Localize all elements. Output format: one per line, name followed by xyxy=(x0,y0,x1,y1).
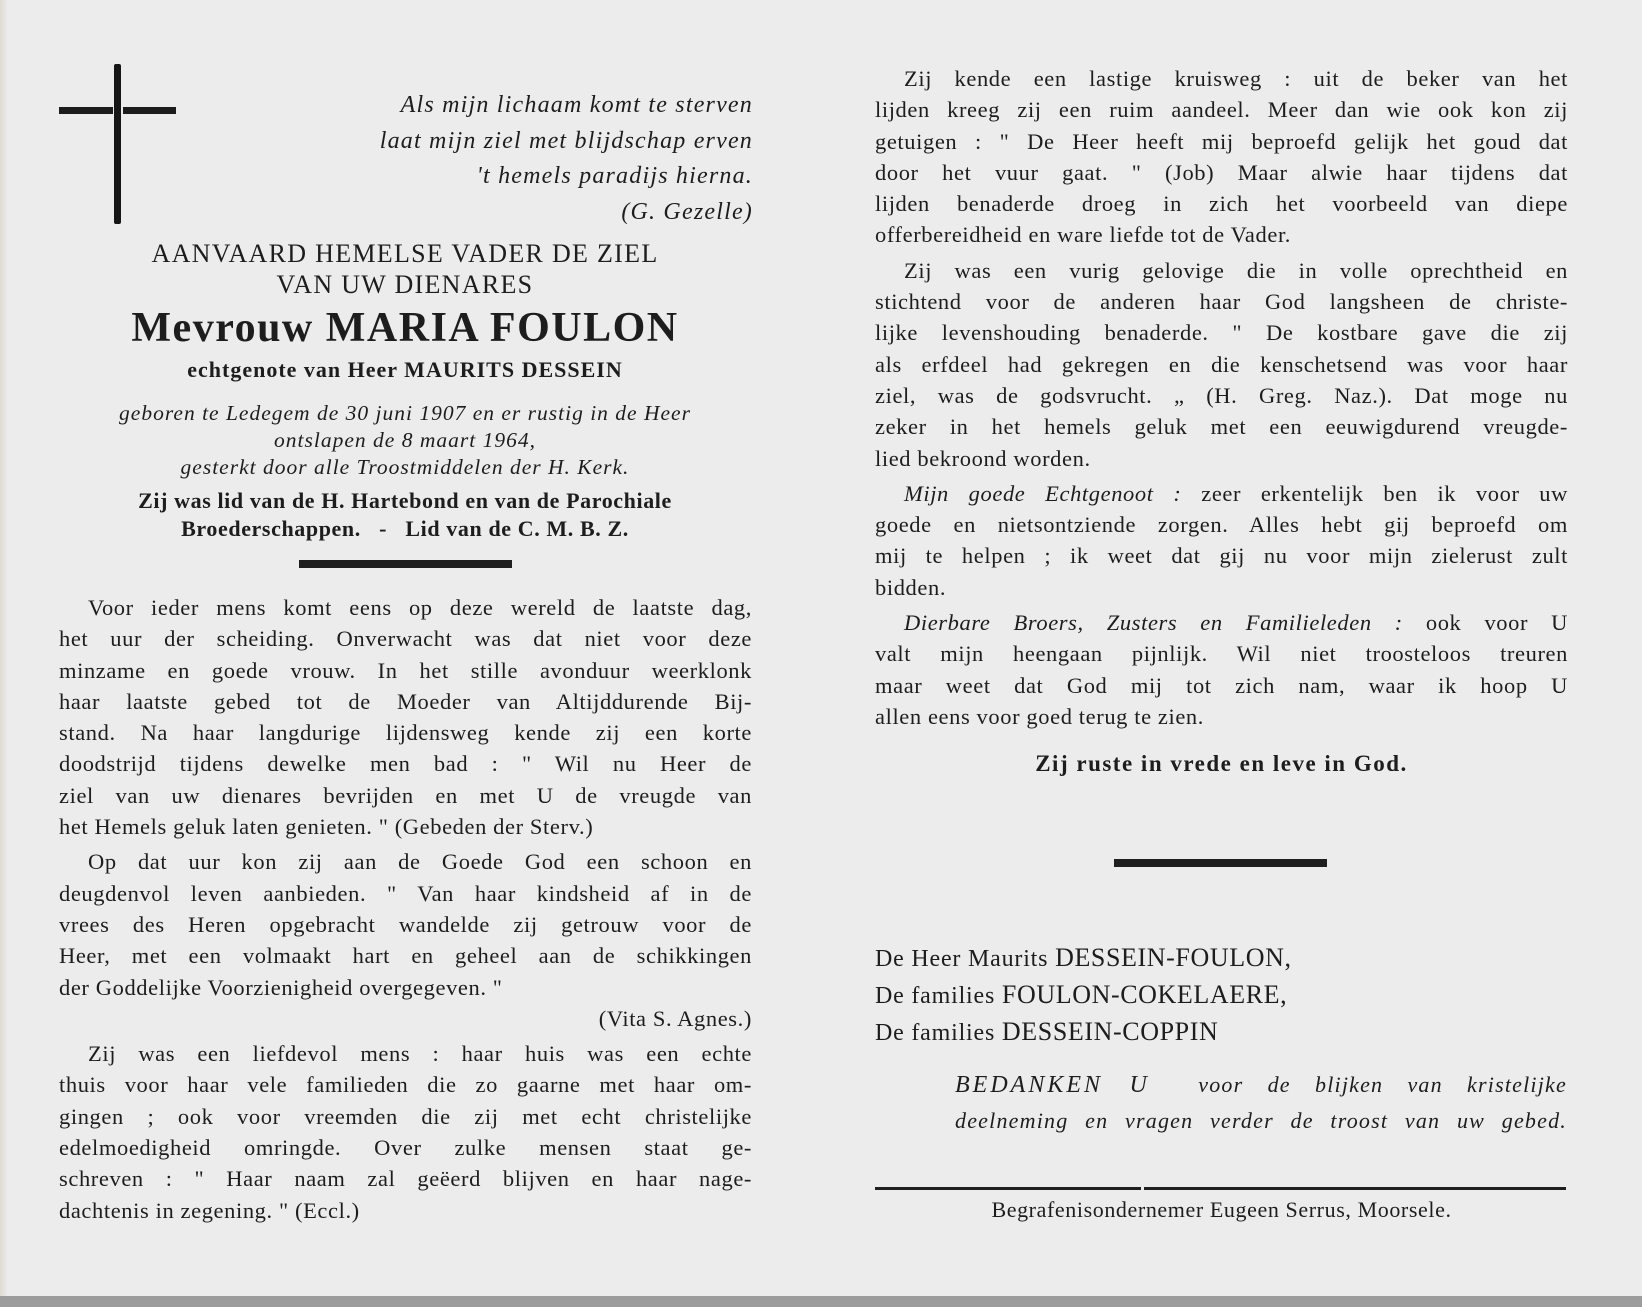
text-line: gingen ; ook voor vreemden die zij met echt christelijke xyxy=(59,1103,752,1129)
birth-death-line: gesterkt door alle Troostmiddelen der H. Kerk. xyxy=(180,455,630,479)
footer-rule xyxy=(1144,1187,1566,1190)
thanks-lead: BEDANKEN U xyxy=(955,1072,1150,1098)
text-line: het Hemels geluk laten genieten. " (Gebeden der Sterv.) xyxy=(59,814,594,840)
text-line: vrees des Heren opgebracht wandelde zij getrouw voor de xyxy=(59,911,752,937)
quote-source: (Vita S. Agnes.) xyxy=(598,1005,752,1031)
invocation-line: VAN UW DIENARES xyxy=(276,270,534,299)
invocation-line: AANVAARD HEMELSE VADER DE ZIEL xyxy=(151,239,659,268)
text-line: mij te helpen ; ik weet dat gij nu voor mijn zielerust zult xyxy=(875,543,1568,569)
footer-rule xyxy=(875,1187,1141,1190)
text-line: deugdenvol leven aanbieden. " Van haar kindsheid af in de xyxy=(59,880,752,906)
family-prefix: De families xyxy=(875,1020,1002,1046)
cross-right-arm xyxy=(123,107,176,114)
text-line: lijden kreeg zij een ruim aandeel. Meer dan wie ook kon zij xyxy=(875,97,1568,123)
text-line: edelmoedigheid omringde. Over zulke mensen staat ge- xyxy=(59,1135,752,1161)
cross-left-arm xyxy=(59,107,113,114)
text-line: schreven : " Haar naam zal geëerd blijven en haar nage- xyxy=(59,1166,752,1192)
text-line: minzame en goede vrouw. In het stille avonduur weerklonk xyxy=(59,657,752,683)
undertaker-credit: Begrafenisondernemer Eugeen Serrus, Moorsele. xyxy=(991,1197,1452,1222)
text-line: Zij was een vurig gelovige die in volle oprechtheid en xyxy=(904,257,1568,283)
text-line: goede en nietsontziende zorgen. Alles hebt gij beproefd om xyxy=(875,512,1568,538)
family-line xyxy=(875,977,1292,1014)
deceased-name: Mevrouw MARIA FOULON xyxy=(131,305,679,351)
address-family: Dierbare Broers, Zusters en Familieleden : xyxy=(904,610,1403,636)
membership xyxy=(55,487,755,543)
text-line: Voor ieder mens komt eens op deze wereld de laatste dag, xyxy=(88,595,752,620)
scan-edge xyxy=(0,1296,1642,1307)
poem-line: 't hemels paradijs hierna. xyxy=(476,163,753,189)
paragraph xyxy=(59,592,752,842)
birth-death-line: ontslapen de 8 maart 1964, xyxy=(274,428,536,452)
cross-vertical-bar xyxy=(114,64,121,224)
text-line: stichtend voor de anderen haar God langsheen de christe- xyxy=(875,289,1568,315)
text-line: Zij kende een lastige kruisweg : uit de beker van het xyxy=(904,66,1568,91)
text-line: Op dat uur kon zij aan de Goede God een schoon en xyxy=(88,849,752,875)
text-line: ziel, was de godsvrucht. „ (H. Greg. Naz.). Dat moge nu xyxy=(875,382,1568,408)
birth-death-info xyxy=(55,400,755,481)
text-line: offerbereidheid en ware liefde tot de Vader. xyxy=(875,222,1292,248)
text-line: der Goddelijke Voorzienigheid overgegeven. " xyxy=(59,974,503,1000)
paragraph xyxy=(875,607,1568,732)
text-line xyxy=(955,1067,1567,1103)
text-line: maar weet dat God mij tot zich nam, waar ik hoop U xyxy=(875,672,1568,698)
paragraph xyxy=(875,255,1568,474)
spouse-line: echtgenote van Heer MAURITS DESSEIN xyxy=(187,357,623,382)
paragraph xyxy=(875,63,1568,251)
closing-blessing: Zij ruste in vrede en leve in God. xyxy=(1035,751,1408,776)
left-column-text xyxy=(59,592,752,1230)
poem-attribution: (G. Gezelle) xyxy=(621,198,753,225)
text-line: lijke levenshouding benaderde. " De kostbare gave die zij xyxy=(875,320,1568,346)
text-line: Heer, met een volmaakt hart en geheel aan de schikkingen xyxy=(59,943,752,969)
family-prefix: De Heer Maurits xyxy=(875,946,1056,972)
poem xyxy=(300,88,753,230)
divider-rule xyxy=(299,560,512,568)
membership-line: Broederschappen. - Lid van de C. M. B. Z. xyxy=(181,516,629,541)
text-span: voor de blijken van kristelijke xyxy=(1149,1072,1567,1097)
invocation xyxy=(55,238,755,300)
membership-line: Zij was lid van de H. Hartebond en van de Parochiale xyxy=(138,488,672,513)
divider-rule xyxy=(1114,859,1327,867)
text-span: ook voor U xyxy=(1402,610,1568,636)
text-line: getuigen : " De Heer heeft mij beproefd gelijk het goud dat xyxy=(875,128,1568,154)
paragraph xyxy=(59,1038,752,1226)
text-line: allen eens voor goed terug te zien. xyxy=(875,703,1205,729)
birth-death-line: geboren te Ledegem de 30 juni 1907 en er rustig in de Heer xyxy=(119,401,691,425)
text-line: dachtenis in zegening. " (Eccl.) xyxy=(59,1197,360,1223)
family-name: FOULON-COKELAERE, xyxy=(1001,980,1288,1009)
family-list xyxy=(875,940,1292,1051)
text-line: bidden. xyxy=(875,574,947,600)
family-name: DESSEIN-COPPIN xyxy=(1001,1017,1219,1046)
text-line: het uur der scheiding. Onverwacht was dat niet voor deze xyxy=(59,626,752,652)
family-name: DESSEIN-FOULON, xyxy=(1055,943,1292,972)
family-line xyxy=(875,1014,1292,1051)
family-line xyxy=(875,940,1292,977)
text-line: lijden benaderde droeg in zich het voorbeeld van diepe xyxy=(875,191,1568,217)
text-line xyxy=(875,478,1568,509)
family-prefix: De families xyxy=(875,983,1002,1009)
poem-line: Als mijn lichaam komt te sterven xyxy=(400,92,753,118)
text-line: thuis voor haar vele familieden die zo gaarne met haar om- xyxy=(59,1072,752,1098)
text-line: lied bekroond worden. xyxy=(875,445,1091,471)
paragraph xyxy=(875,478,1568,603)
paragraph xyxy=(59,846,752,1034)
text-line: deelneming en vragen verder de troost van uw gebed. xyxy=(955,1108,1567,1133)
text-line: valt mijn heengaan pijnlijk. Wil niet troosteloos treuren xyxy=(875,641,1568,667)
right-column-text xyxy=(875,63,1568,736)
text-line: haar laatste gebed tot de Moeder van Altijddurende Bij- xyxy=(59,688,752,714)
text-line: als erfdeel had gekregen en die kenschetsend was voor haar xyxy=(875,351,1568,377)
address-spouse: Mijn goede Echtgenoot : xyxy=(904,480,1182,506)
text-line: zeker in het hemels geluk met een eeuwigdurend vreugde- xyxy=(875,414,1568,440)
text-span: zeer erkentelijk ben ik voor uw xyxy=(1181,480,1569,506)
text-line xyxy=(875,607,1568,638)
text-line: doodstrijd tijdens dewelke men bad : " Wil nu Heer de xyxy=(59,751,752,777)
text-line: door het vuur gaat. " (Job) Maar alwie haar tijdens dat xyxy=(875,159,1568,185)
thanks-note xyxy=(955,1067,1567,1138)
text-line: stand. Na haar langdurige lijdensweg kende zij een korte xyxy=(59,720,752,746)
text-line: Zij was een liefdevol mens : haar huis was een echte xyxy=(88,1041,752,1067)
poem-line: laat mijn ziel met blijdschap erven xyxy=(379,127,753,154)
text-line: ziel van uw dienares bevrijden en met U de vreugde van xyxy=(59,782,752,808)
